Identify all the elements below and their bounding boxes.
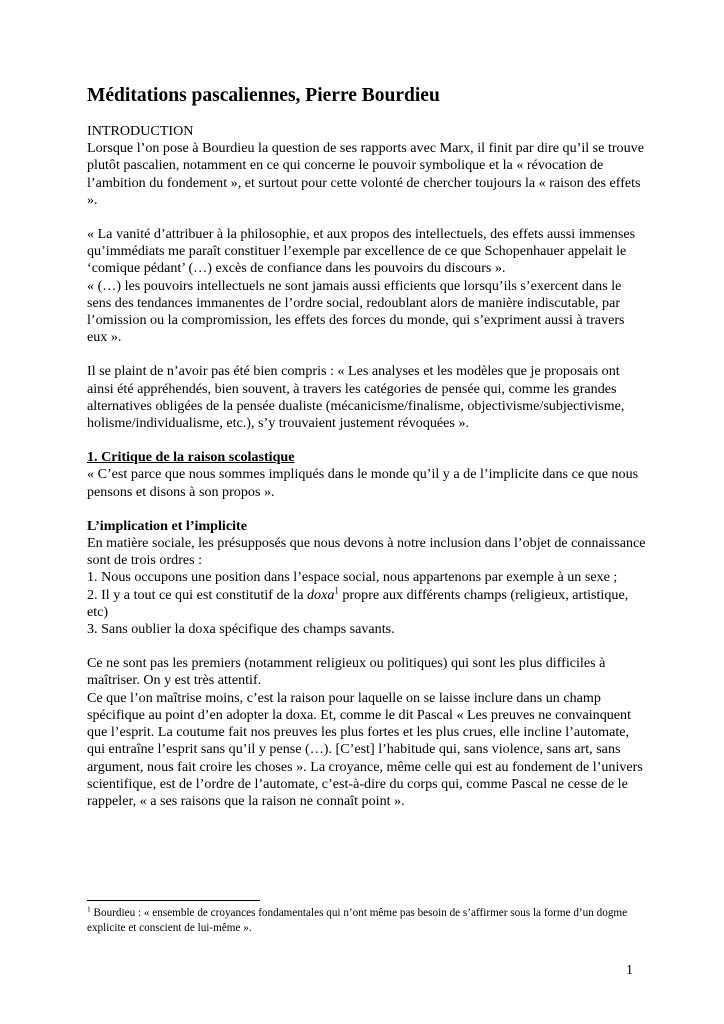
list-item-1: 1. Nous occupons une position dans l’espace social, nous appartenons par exemple à un sexe ; [87,569,618,586]
quote-paragraph-1: « La vanité d’attribuer à la philosophie, et aux propos des intellectuels, des effets aussi immenses qu’immédiats me paraît constituer l’exemple par excellence de ce que Schopenhauer appelait le ‘comique pédant’ (…) excès de confiance dans les pouvoirs du discours ». [87,226,636,277]
subsection-heading-implication: L’implication et l’implicite [87,517,247,534]
closing-paragraph-1: Ce ne sont pas les premiers (notamment religieux ou politiques) qui sont les plus difficiles à maîtriser. On y est très attentif. [87,655,606,689]
list-item-2 [87,584,647,621]
quote-paragraph-2: « (…) les pouvoirs intellectuels ne sont jamais aussi efficients que lorsqu’ils s’exercent dans le sens des tendances immanentes de l’ordre social, redoublant alors de manière indiscutable, par l’omission ou la compromission, les effets des forces du monde, qui s’expriment aussi à travers eux ». [87,277,625,346]
document-body [87,84,647,810]
footnote-divider [87,900,260,901]
page-number: 1 [626,963,633,978]
closing-paragraph-2: Ce que l’on maîtrise moins, c’est la raison pour laquelle on se laisse inclure dans un champ spécifique au point d’en adopter la doxa. Et, comme le dit Pascal « Les preuves ne convainquent que l’esprit. La coutume fait nos preuves les plus fortes et les plus crues, elle incline l’automate, qui entraîne l’esprit sans qu’il y pense (…). [C’est] l’habitude qui, sans violence, sans art, sans argument, nous fait croire les choses ». La croyance, même celle qui est au fondement de l’univers scientifique, est de l’ordre de l’automate, c’est-à-dire du corps qui, comme Pascal ne cesse de le rappeler, « a ses raisons que la raison ne connaît point ». [87,689,643,809]
document-title: Méditations pascaliennes, Pierre Bourdieu [87,85,440,106]
footnote-reference[interactable]: 1 [334,584,339,595]
section-heading-1: 1. Critique de la raison scolastique [87,449,295,466]
intro-paragraph: Lorsque l’on pose à Bourdieu la question de ses rapports avec Marx, il finit par dire qu’il se trouve plutôt pascalien, notamment en ce qui concerne le pouvoir symbolique et la « révocation de l’ambition du fondement », et surtout pour cette volonté de chercher toujours la « raison des effets ». [87,140,644,208]
doxa-term: doxa [306,586,335,603]
implication-intro: En matière sociale, les présupposés que nous devons à notre inclusion dans l’objet de connaissance sont de trois ordres : [87,535,646,569]
footnote [87,906,647,936]
footnote-marker: 1 [87,904,91,914]
list-item-2-text-after: propre aux différents champs (religieux, artistique, etc) [87,586,629,620]
footnote-text: Bourdieu : « ensemble de croyances fondamentales qui n’ont même pas besoin de s’affirmer sous la forme d’un dogme explicite et conscient de lui-même ». [87,907,628,934]
list-item-3: 3. Sans oublier la doxa spécifique des champs savants. [87,621,395,638]
list-item-2-text-before: 2. Il y a tout ce qui est constitutif de la [87,586,307,603]
section-1-paragraph: « C’est parce que nous sommes impliqués dans le monde qu’il y a de l’implicite dans ce que nous pensons et disons à son propos ». [87,466,639,500]
intro-label: INTRODUCTION [87,123,194,139]
complaint-paragraph: Il se plaint de n’avoir pas été bien compris : « Les analyses et les modèles que je proposais ont ainsi été appréhendés, bien souvent, à travers les catégories de pensée qui, comme les grandes alternatives obligées de la pensée dualiste (mécanicisme/finalisme, objectivisme/subjectivisme, holisme/individualisme, etc.), s’y trouvaient justement révoquées ». [87,363,625,432]
